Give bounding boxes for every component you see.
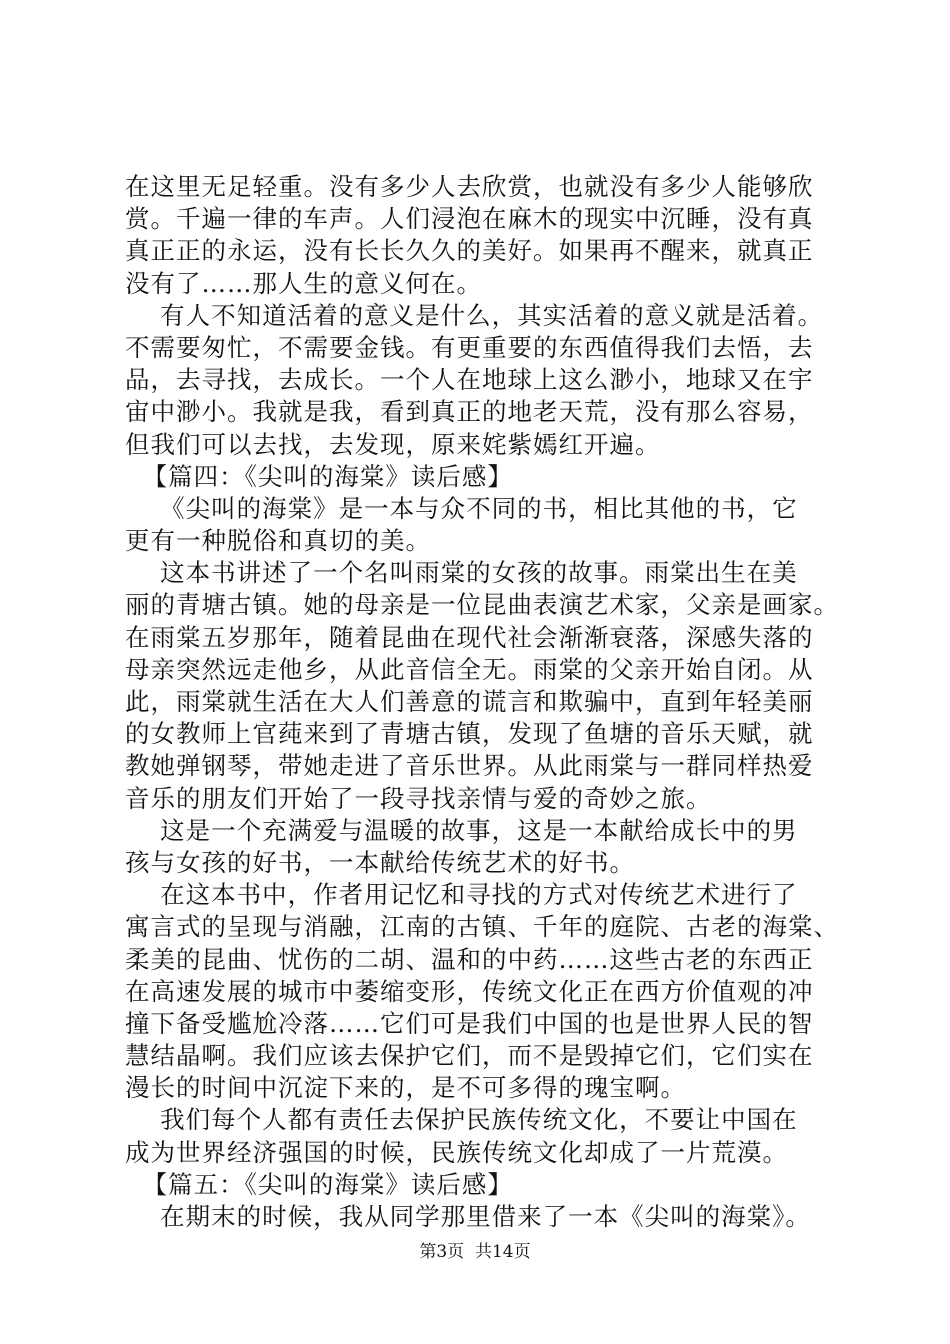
text-line: 赏。千遍一律的车声。人们浸泡在麻木的现实中沉睡，没有真: [125, 204, 814, 234]
text-line: 但我们可以去找，去发现，原来姹紫嫣红开遍。: [125, 429, 661, 459]
text-line: 在雨棠五岁那年，随着昆曲在现代社会渐渐衰落，深感失落的: [125, 622, 814, 652]
text-line: 丽的青塘古镇。她的母亲是一位昆曲表演艺术家，父亲是画家。: [125, 590, 839, 620]
text-line: 的女教师上官莼来到了青塘古镇，发现了鱼塘的音乐天赋，就: [125, 719, 814, 749]
text-line: 此，雨棠就生活在大人们善意的谎言和欺骗中，直到年轻美丽: [125, 687, 814, 716]
text-line: 撞下备受尴尬冷落……它们可是我们中国的也是世界人民的智: [125, 1008, 814, 1038]
text-line: 真正正的永运，没有长长久久的美好。如果再不醒来，就真正: [125, 236, 814, 266]
text-line: 漫长的时间中沉淀下来的，是不可多得的瑰宝啊。: [125, 1073, 686, 1103]
text-line: 慧结晶啊。我们应该去保护它们，而不是毁掉它们，它们实在: [125, 1041, 814, 1071]
text-line: 寓言式的呈现与消融，江南的古镇、千年的庭院、古老的海棠、: [125, 912, 839, 942]
text-line: 孩与女孩的好书，一本献给传统艺术的好书。: [125, 847, 635, 877]
text-line: 在期末的时候，我从同学那里借来了一本《尖叫的海棠》。: [125, 1202, 811, 1231]
text-line: 品，去寻找，去成长。一个人在地球上这么渺小，地球又在宇: [125, 365, 814, 395]
page-footer: 第3页 共14页: [419, 1242, 531, 1262]
text-line: 【篇五：《尖叫的海棠》读后感】: [125, 1169, 513, 1199]
text-line: 这本书讲述了一个名叫雨棠的女孩的故事。雨棠出生在美: [125, 558, 798, 588]
text-line: 成为世界经济强国的时候，民族传统文化却成了一片荒漠。: [125, 1137, 788, 1167]
text-line: 教她弹钢琴，带她走进了音乐世界。从此雨棠与一群同样热爱: [125, 751, 814, 781]
text-line: 柔美的昆曲、忧伤的二胡、温和的中药……这些古老的东西正: [125, 944, 814, 974]
text-line: 我们每个人都有责任去保护民族传统文化，不要让中国在: [125, 1105, 798, 1135]
text-line: 音乐的朋友们开始了一段寻找亲情与爱的奇妙之旅。: [125, 783, 712, 813]
text-line: 更有一种脱俗和真切的美。: [125, 526, 431, 556]
text-line: 在高速发展的城市中萎缩变形，传统文化正在西方价值观的冲: [125, 976, 814, 1006]
text-line: 母亲突然远走他乡，从此音信全无。雨棠的父亲开始自闭。从: [125, 654, 814, 684]
text-line: 不需要匆忙，不需要金钱。有更重要的东西值得我们去悟，去: [125, 332, 814, 362]
text-line: 这是一个充满爱与温暖的故事，这是一本献给成长中的男: [125, 815, 798, 845]
document-body: [125, 171, 865, 1233]
text-line: 【篇四：《尖叫的海棠》读后感】: [125, 461, 513, 491]
text-line: 宙中渺小。我就是我，看到真正的地老天荒，没有那么容易，: [125, 397, 814, 427]
text-line: 有人不知道活着的意义是什么，其实活着的意义就是活着。: [125, 300, 824, 330]
text-line: 《尖叫的海棠》是一本与众不同的书，相比其他的书，它: [125, 493, 798, 523]
text-line: 在这本书中，作者用记忆和寻找的方式对传统艺术进行了: [125, 880, 798, 910]
text-line: 在这里无足轻重。没有多少人去欣赏，也就没有多少人能够欣: [125, 172, 814, 201]
text-line: 没有了……那人生的意义何在。: [125, 268, 482, 298]
